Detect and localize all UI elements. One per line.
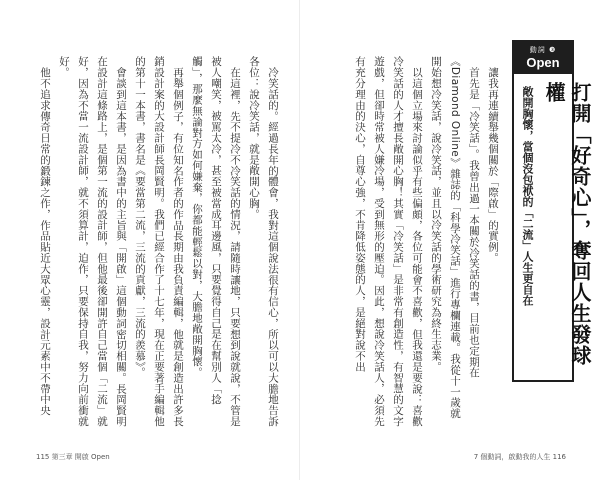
verb-header xyxy=(514,42,572,74)
paragraph: 他不追求傳奇日常的鍛鍊之作，作品貼近大眾心靈，設計元素中不帶中央 xyxy=(39,66,51,416)
section-subtitle: 敞開胸懷，當個沒包袱的「二流」人生更自在 xyxy=(521,86,534,306)
chapter-title-box xyxy=(512,40,592,382)
paragraph: 在這裡，先不提冷不冷笑話的情況，請隨時讓地，只要想到說就說，不管是被人嘲笑，被罵太冷，甚至被當成耳邊風，只要覺得自己是在幫別人「捻觸」，那麼無論對方如何嫌棄，你都能輕鬆以對，大膽地敞開胸懷。 xyxy=(191,56,241,427)
paragraph: 以這個立場來討論似乎有些偏頗，各位可能會不喜歡，但我還是要說：喜歡冷笑話的人才擅長敞開心胸！其實「冷笑話」是非常有創造性，有智慧的文字遊戲，但卻時常被人嫌冷場，受到無形的壓迫。因此，想說冷笑話人，必須先有充分理由的決心，自尊心強，不肯降低姿態的人，是絕對說不出 xyxy=(354,56,423,427)
page-gutter xyxy=(299,0,300,480)
paragraph: 再舉個例子，有位知名作者的作品長期由我負責編輯，他就是創造出許多長銷設計案的大設計師長岡賢明。我們已經合作了十七年，現在正要著手編輯他的第十一本書，書名是《要當第二流，三流的貢獻，三流的羨慕》。 xyxy=(134,56,184,427)
verb-word: Open xyxy=(526,55,560,70)
left-page-body xyxy=(38,56,282,428)
paragraph: 讓我再連續舉幾個關於「際啟」的實例。 xyxy=(487,66,499,263)
paragraph: 會談到這本書，是因為書中的主旨與「開啟」這個動詞密切相關。長岡賢明在設計這條路上，是個第一流的設計師，但他最後卻開許自己當個「二流」就好，因為不當一流設計師，就不須算計，迫作，只要保持自我，努力向前衝就好。 xyxy=(58,56,127,427)
right-page-body xyxy=(310,56,502,428)
paragraph: 首先是「冷笑話」。我曾出過一本關於冷笑話的書，目前也定期在《Diamond Online》雜誌的「科學冷笑話」進行專欄連載。我從十一歲就開始想冷笑話，說冷笑話，並且以冷笑話的學術研究為終生志業。 xyxy=(430,56,480,419)
left-page-footer: 115 第三章 開啟 Open xyxy=(36,453,110,461)
paragraph: 冷笑話的。經過長年的體會，我對這個說法很有信心，所以可以大膽地告訴各位：說冷笑話，就是敞開心胸。 xyxy=(248,56,279,427)
right-page-footer: 7 個動詞，啟動我的人生 116 xyxy=(473,453,566,461)
verb-number-label: 動詞 ❸ xyxy=(529,46,557,54)
section-title: 打開「好奇心」，奪回人生發球權 xyxy=(542,82,592,366)
